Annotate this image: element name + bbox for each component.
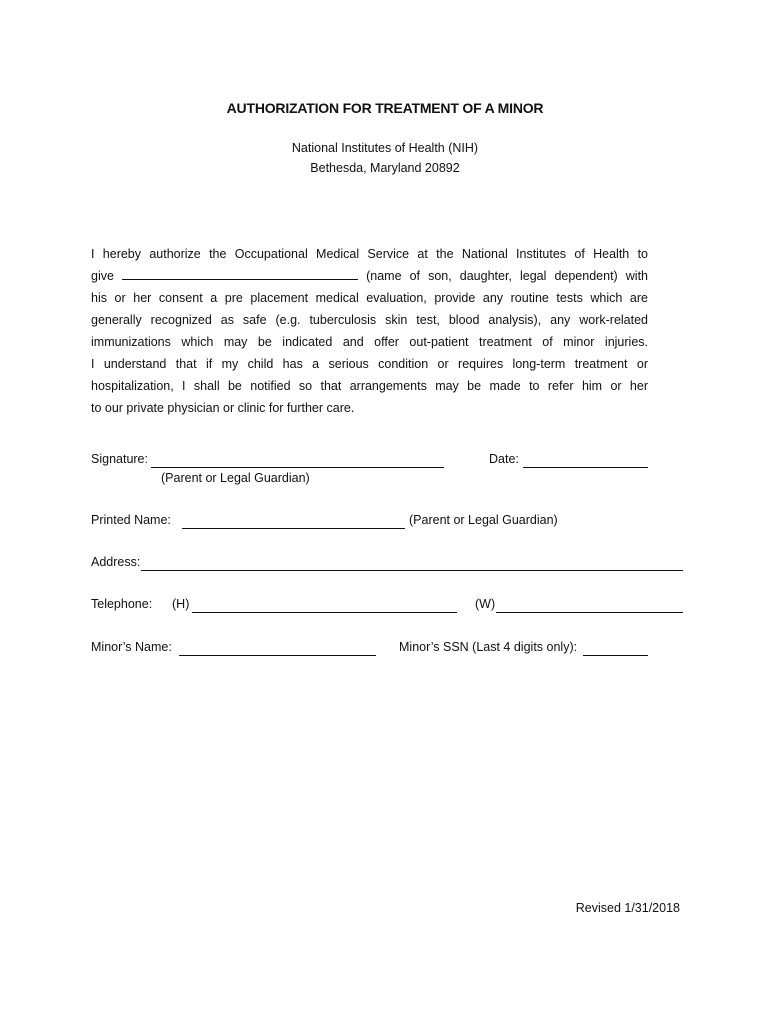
dependent-name-note: (name of son, daughter, legal dependent) with xyxy=(366,269,648,283)
date-field[interactable] xyxy=(523,466,648,468)
give-label: give xyxy=(91,269,114,283)
paragraph-line-with-blank xyxy=(91,265,648,287)
telephone-home-label: (H) xyxy=(172,597,190,611)
telephone-home-field[interactable] xyxy=(192,611,457,613)
telephone-work-field[interactable] xyxy=(496,611,683,613)
organization-block xyxy=(0,138,770,178)
signature-field[interactable] xyxy=(151,466,444,468)
address-label: Address: xyxy=(91,555,141,569)
minor-name-label: Minor’s Name: xyxy=(91,640,172,654)
minor-ssn-field[interactable] xyxy=(583,654,648,656)
paragraph-line: to our private physician or clinic for further care. xyxy=(91,401,355,415)
dependent-name-blank[interactable] xyxy=(122,265,358,280)
paragraph-line: generally recognized as safe (e.g. tuberculosis skin test, blood analysis), any work-related xyxy=(91,313,648,327)
document-title: AUTHORIZATION FOR TREATMENT OF A MINOR xyxy=(226,100,544,116)
organization-name: National Institutes of Health (NIH) xyxy=(291,141,479,155)
printed-name-label: Printed Name: xyxy=(91,513,171,527)
revised-date: Revised 1/31/2018 xyxy=(575,901,680,915)
paragraph-line: I hereby authorize the Occupational Medical Service at the National Institutes of Health to xyxy=(91,247,648,261)
signature-label: Signature: xyxy=(91,452,148,466)
telephone-label: Telephone: xyxy=(91,597,153,611)
paragraph-line: hospitalization, I shall be notified so that arrangements may be made to refer him or her xyxy=(91,379,648,393)
signature-note: (Parent or Legal Guardian) xyxy=(161,471,310,485)
printed-name-field[interactable] xyxy=(182,527,405,529)
paragraph-line: his or her consent a pre placement medical evaluation, provide any routine tests which are xyxy=(91,291,648,305)
paragraph-line: I understand that if my child has a serious condition or requires long-term treatment or xyxy=(91,357,648,371)
telephone-work-label: (W) xyxy=(475,597,496,611)
minor-name-field[interactable] xyxy=(179,654,376,656)
paragraph-line: immunizations which may be indicated and offer out-patient treatment of minor injuries. xyxy=(91,335,648,349)
organization-address: Bethesda, Maryland 20892 xyxy=(310,161,460,175)
minor-ssn-label: Minor’s SSN (Last 4 digits only): xyxy=(399,640,578,654)
date-label: Date: xyxy=(489,452,519,466)
authorization-paragraph xyxy=(91,243,648,419)
address-field[interactable] xyxy=(141,569,683,571)
printed-name-note: (Parent or Legal Guardian) xyxy=(409,513,558,527)
